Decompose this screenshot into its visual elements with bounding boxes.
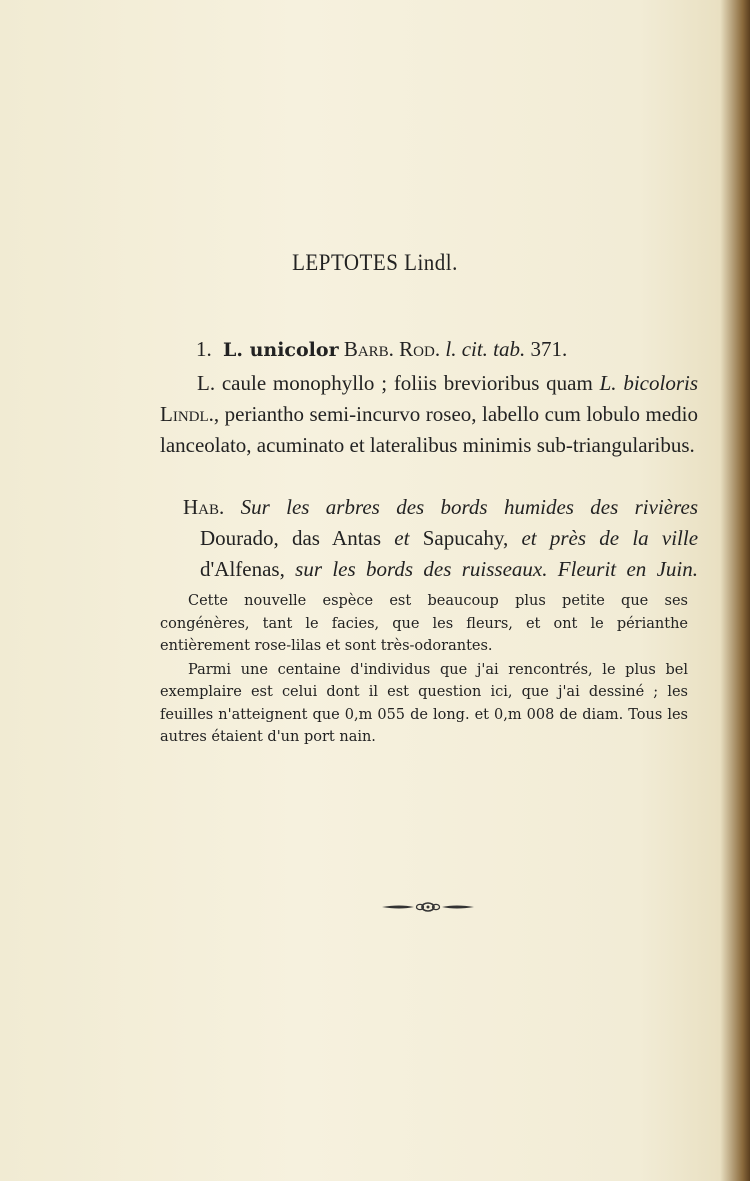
french-notes [160,590,688,750]
species-author: Barb. Rod. [343,337,441,361]
habitat-place2: Sapucahy, [422,526,509,550]
description-compare-author: Lindl. [160,402,214,426]
species-name: L. unicolor [223,339,339,361]
habitat-text2: et près de la ville [521,526,699,550]
description-part2: , perianthо semi-incurvo roseo, labello cum lobulo medio lanceolato, acuminato et lateralibus minimis sub-triangularibus. [160,402,698,457]
decorative-rule-icon [380,900,476,914]
habitat-section [160,492,698,585]
description-part1: L. caule monophyllo ; foliis brevioribus quam [197,371,600,395]
species-number: 1. [196,337,212,361]
note-paragraph-2: Parmi une centaine d'individus que j'ai rencontrés, le plus bel exemplaire est celui dont il est question ici, que j'ai dessiné ; les feuilles n'atteignent que 0,m 055 de long. et 0,m 008 de diam. Tous les autres étaient d'un port nain. [160,661,688,745]
habitat-place1: Dourado, das Antas [200,526,382,550]
species-citation: l. cit. tab. [445,337,526,361]
species-entry [196,337,567,362]
species-plate: 371. [530,337,568,361]
note-paragraph-1: Cette nouvelle espèce est beaucoup plus petite que ses congénères, tant le facies, que les fleurs, et ont le périanthe entièrement rose-lilas et sont très-odorantes. [160,593,688,654]
habitat-label: Hab. [183,495,225,519]
habitat-text1: Sur les arbres des bords humides des rivières [240,495,698,519]
habitat-and: et [394,526,410,550]
habitat-place3: d'Alfenas, [200,557,285,581]
genus-heading: LEPTOTES Lindl. [292,248,458,276]
description-compare-species: L. bicoloris [599,371,698,395]
latin-description [160,368,698,461]
habitat-text3: sur les bords des ruisseaux. Fleurit en Juin. [295,557,698,581]
